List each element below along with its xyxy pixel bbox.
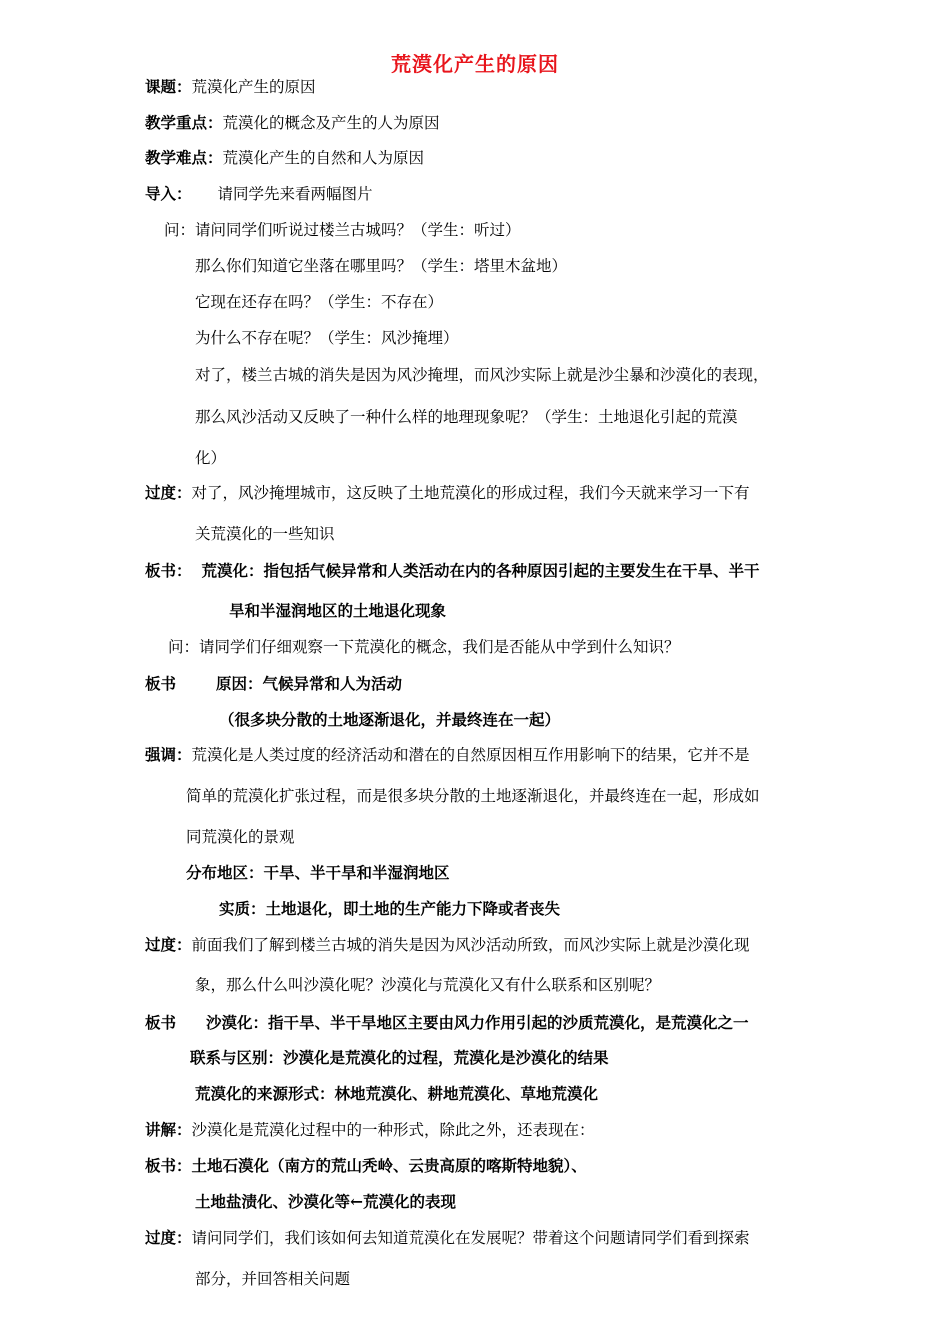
line-topic bbox=[145, 76, 316, 98]
line-transition bbox=[145, 1227, 750, 1249]
line-relation: 联系与区别：沙漠化是荒漠化的过程，荒漠化是沙漠化的结果 bbox=[190, 1048, 609, 1067]
line-transition bbox=[145, 934, 750, 956]
line-board bbox=[145, 1155, 587, 1177]
line-label: 课题： bbox=[145, 77, 192, 96]
line-dialogue: 对了，楼兰古城的消失是因为风沙掩埋，而风沙实际上就是沙尘暴和沙漠化的表现， bbox=[195, 366, 769, 384]
line-continuation: 关荒漠化的一些知识 bbox=[195, 525, 335, 543]
line-text: 荒漠化的概念及产生的人为原因 bbox=[222, 114, 440, 132]
line-essence: 实质：土地退化，即土地的生产能力下降或者丧失 bbox=[219, 899, 561, 918]
line-label: 板书 bbox=[145, 674, 177, 693]
line-question: 问：请同学们仔细观察一下荒漠化的概念，我们是否能从中学到什么知识？ bbox=[168, 638, 680, 656]
page-title: 荒漠化产生的原因 bbox=[391, 52, 559, 76]
line-continuation: 象，那么什么叫沙漠化呢？沙漠化与荒漠化又有什么联系和区别呢？ bbox=[195, 976, 661, 994]
line-dialogue: 那么你们知道它坐落在哪里吗？（学生：塔里木盆地） bbox=[195, 257, 568, 275]
line-continuation: 土地盐渍化、沙漠化等←荒漠化的表现 bbox=[195, 1192, 456, 1211]
line-dialogue: 为什么不存在呢？（学生：风沙掩埋） bbox=[195, 329, 459, 347]
line-label: 板书： bbox=[145, 1156, 192, 1175]
line-difficult-point bbox=[145, 147, 424, 169]
line-label: 过度： bbox=[145, 1228, 192, 1247]
line-dialogue: 它现在还存在吗？（学生：不存在） bbox=[195, 293, 444, 311]
line-text: 原因：气候异常和人为活动 bbox=[216, 674, 403, 693]
line-label: 教学难点： bbox=[145, 148, 223, 167]
line-board bbox=[145, 673, 402, 695]
line-text: 对了，风沙掩埋城市，这反映了土地荒漠化的形成过程，我们今天就来学习一下有 bbox=[191, 484, 750, 502]
line-continuation: （很多块分散的土地逐渐退化，并最终连在一起） bbox=[219, 710, 561, 729]
line-intro bbox=[145, 183, 373, 205]
line-continuation: 简单的荒漠化扩张过程，而是很多块分散的土地逐渐退化，并最终连在一起，形成如 bbox=[186, 787, 760, 805]
line-dialogue: 化） bbox=[195, 449, 227, 467]
line-dialogue: 那么风沙活动又反映了一种什么样的地理现象呢？（学生：土地退化引起的荒漠 bbox=[195, 408, 738, 426]
line-text: 沙漠化：指干旱、半干旱地区主要由风力作用引起的沙质荒漠化，是荒漠化之一 bbox=[206, 1013, 749, 1032]
line-label: 过度： bbox=[145, 935, 192, 954]
line-text: 荒漠化：指包括气候异常和人类活动在内的各种原因引起的主要发生在干旱、半干 bbox=[201, 561, 760, 580]
line-explanation bbox=[145, 1119, 595, 1141]
line-text: 荒漠化产生的自然和人为原因 bbox=[222, 149, 425, 167]
line-transition bbox=[145, 482, 750, 504]
line-label: 教学重点： bbox=[145, 113, 223, 132]
line-label: 过度： bbox=[145, 483, 192, 502]
line-text: 前面我们了解到楼兰古城的消失是因为风沙活动所致，而风沙实际上就是沙漠化现 bbox=[191, 936, 750, 954]
line-continuation: 同荒漠化的景观 bbox=[186, 828, 295, 846]
line-label: 讲解： bbox=[145, 1120, 192, 1139]
line-label: 强调： bbox=[145, 745, 192, 764]
line-text: 土地石漠化（南方的荒山秃岭、云贵高原的喀斯特地貌）、 bbox=[191, 1156, 587, 1175]
line-label: 板书 bbox=[145, 1013, 177, 1032]
line-board bbox=[145, 1012, 749, 1034]
line-forms: 荒漠化的来源形式：林地荒漠化、耕地荒漠化、草地荒漠化 bbox=[195, 1084, 599, 1103]
line-text: 请问同学们，我们该如何去知道荒漠化在发展呢？带着这个问题请同学们看到探索 bbox=[191, 1229, 750, 1247]
line-continuation: 旱和半湿润地区的土地退化现象 bbox=[229, 601, 447, 620]
line-board bbox=[145, 560, 760, 582]
line-key-point bbox=[145, 112, 440, 134]
line-emphasis bbox=[145, 744, 750, 766]
line-text: 荒漠化产生的原因 bbox=[191, 78, 316, 96]
line-label: 导入： bbox=[145, 184, 192, 203]
line-text: 荒漠化是人类过度的经济活动和潜在的自然原因相互作用影响下的结果，它并不是 bbox=[191, 746, 750, 764]
line-question: 问：请问同学们听说过楼兰古城吗？（学生：听过） bbox=[164, 221, 521, 239]
line-text: 沙漠化是荒漠化过程中的一种形式，除此之外，还表现在： bbox=[191, 1121, 595, 1139]
line-text: 请同学先来看两幅图片 bbox=[217, 185, 373, 203]
line-label: 板书： bbox=[145, 561, 192, 580]
line-distribution: 分布地区：干旱、半干旱和半湿润地区 bbox=[186, 863, 450, 882]
line-continuation: 部分，并回答相关问题 bbox=[195, 1270, 351, 1288]
